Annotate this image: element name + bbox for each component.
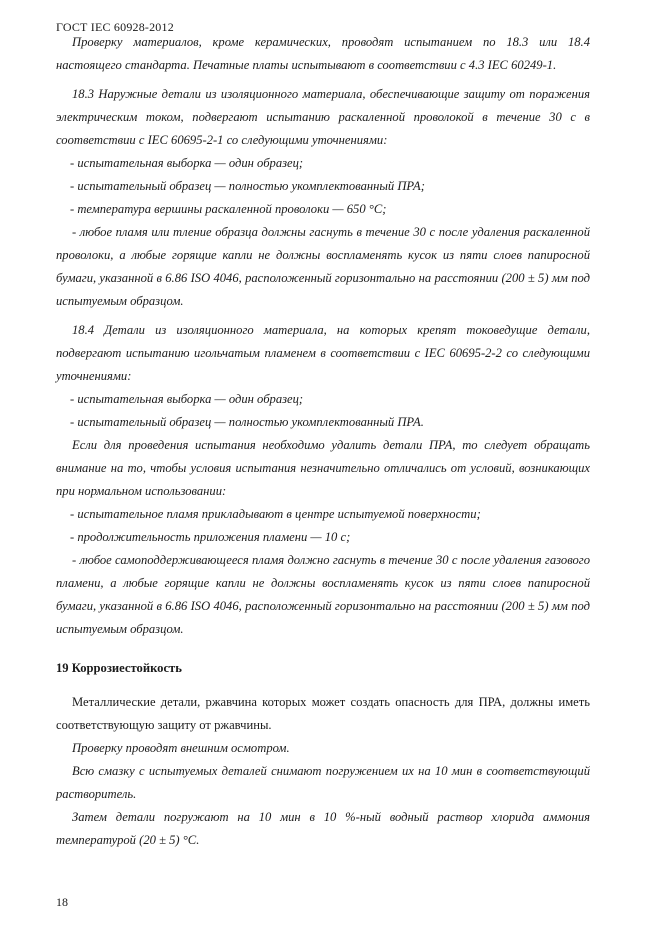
clause-18-4: 18.4 Детали из изоляционного материала, на которых крепят токоведущие детали, подвергают испытанию игольчатым пламенем в соответствии с IEC 60695-2-2 со следующими уточнениями:	[56, 323, 590, 383]
page-number: 18	[56, 895, 68, 909]
list-item: - испытательный образец — полностью укомплектованный ПРА.	[70, 415, 424, 429]
paragraph: Если для проведения испытания необходимо удалить детали ПРА, то следует обращать внимание на то, чтобы условия испытания незначительно отличались от условий, возникающих при нормальном использовании:	[56, 438, 590, 498]
list-item: - испытательный образец — полностью укомплектованный ПРА;	[70, 179, 425, 193]
list-item: - испытательное пламя прикладывают в центре испытуемой поверхности;	[70, 507, 481, 521]
paragraph: Металлические детали, ржавчина которых может создать опасность для ПРА, должны иметь соответствующую защиту от ржавчины.	[56, 695, 590, 732]
paragraph: Всю смазку с испытуемых деталей снимают погружением их на 10 мин в соответствующий растворитель.	[56, 764, 590, 801]
paragraph: Проверку проводят внешним осмотром.	[72, 741, 290, 755]
paragraph: Проверку материалов, кроме керамических, проводят испытанием по 18.3 или 18.4 настоящего стандарта. Печатные платы испытывают в соответствии с 4.3 IEC 60249-1.	[56, 35, 590, 72]
page-content	[56, 31, 590, 852]
paragraph: Затем детали погружают на 10 мин в 10 %-ный водный раствор хлорида аммония температурой (20 ± 5) °С.	[56, 810, 590, 847]
section-heading: 19 Коррозиестойкость	[56, 661, 182, 675]
list-item: - продолжительность приложения пламени — 10 с;	[70, 530, 351, 544]
clause-18-3: 18.3 Наружные детали из изоляционного материала, обеспечивающие защиту от поражения электрическим током, подвергают испытанию раскаленной проволокой в течение 30 с в соответствии с IEC 60695-2-1 со следующими уточнениями:	[56, 87, 590, 147]
list-item: - температура вершины раскаленной проволоки — 650 °С;	[70, 202, 387, 216]
document-id: ГОСТ IEC 60928-2012	[56, 20, 174, 34]
list-item: - любое пламя или тление образца должны гаснуть в течение 30 с после удаления раскаленной проволоки, а любые горящие капли не должны воспламенять кусок из пяти слоев папиросной бумаги, указанной в 6.86 ISO 4046, расположенный горизонтально на расстоянии (200 ± 5) мм под испытуемым образцом.	[56, 225, 590, 308]
list-item: - испытательная выборка — один образец;	[70, 156, 304, 170]
list-item: - любое самоподдерживающееся пламя должно гаснуть в течение 30 с после удаления газового пламени, а любые горящие капли не должны воспламенять кусок из пяти слоев папиросной бумаги, указанной в 6.86 ISO 4046, расположенный горизонтально на расстоянии (200 ± 5) мм под испытуемым образцом.	[56, 553, 590, 636]
list-item: - испытательная выборка — один образец;	[70, 392, 304, 406]
